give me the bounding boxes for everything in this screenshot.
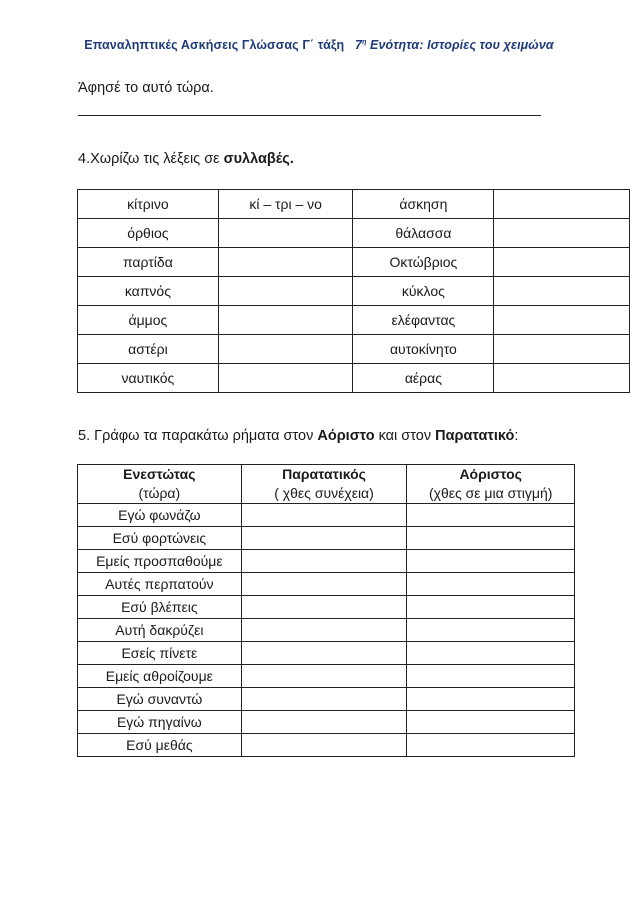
intro-sentence: Άφησέ το αυτό τώρα. (78, 80, 214, 96)
aorist-answer-cell[interactable] (407, 504, 575, 527)
table-row (78, 335, 630, 364)
syllable-answer-cell[interactable] (218, 219, 353, 248)
exercise-4-prefix: 4.Χωρίζω τις λέξεις σε (78, 151, 224, 167)
syllable-answer-cell[interactable] (494, 277, 630, 306)
word-cell: αστέρι (78, 335, 219, 364)
table-row (78, 596, 575, 619)
header-imperfect-title: Παρατατικός (282, 466, 366, 482)
word-cell: αέρας (353, 364, 494, 393)
present-verb-cell: Εμείς αθροίζουμε (78, 665, 242, 688)
syllable-answer-cell[interactable] (494, 190, 630, 219)
table-row (78, 277, 630, 306)
word-cell: παρτίδα (78, 248, 219, 277)
syllable-answer-cell[interactable] (494, 306, 630, 335)
table-row (78, 550, 575, 573)
word-cell: αυτοκίνητο (353, 335, 494, 364)
header-aorist-title: Αόριστος (459, 466, 522, 482)
table-row (78, 573, 575, 596)
syllable-answer-cell[interactable]: κί – τρι – νο (218, 190, 353, 219)
word-cell: άμμος (78, 306, 219, 335)
answer-line (78, 115, 541, 116)
word-cell: κύκλος (353, 277, 494, 306)
header-imperfect (241, 465, 407, 504)
aorist-answer-cell[interactable] (407, 665, 575, 688)
syllable-answer-cell[interactable] (494, 335, 630, 364)
present-verb-cell: Αυτές περπατούν (78, 573, 242, 596)
aorist-answer-cell[interactable] (407, 734, 575, 757)
table-row (78, 734, 575, 757)
exercise-5-instruction (78, 428, 518, 444)
header-imperfect-sub: ( χθες συνέχεια) (274, 485, 374, 501)
present-verb-cell: Εγώ συναντώ (78, 688, 242, 711)
syllable-answer-cell[interactable] (218, 277, 353, 306)
present-verb-cell: Εμείς προσπαθούμε (78, 550, 242, 573)
word-cell: άσκηση (353, 190, 494, 219)
syllable-answer-cell[interactable] (218, 306, 353, 335)
exercise-5-keyword-imperfect: Παρατατικό (435, 428, 515, 444)
syllable-answer-cell[interactable] (494, 248, 630, 277)
aorist-answer-cell[interactable] (407, 527, 575, 550)
word-cell: καπνός (78, 277, 219, 306)
word-cell: ναυτικός (78, 364, 219, 393)
table-row (78, 711, 575, 734)
present-verb-cell: Εσύ βλέπεις (78, 596, 242, 619)
table-row (78, 619, 575, 642)
word-cell: θάλασσα (353, 219, 494, 248)
imperfect-answer-cell[interactable] (241, 711, 407, 734)
table-row (78, 688, 575, 711)
aorist-answer-cell[interactable] (407, 573, 575, 596)
exercise-4-keyword: συλλαβές. (223, 151, 294, 167)
present-verb-cell: Εσείς πίνετε (78, 642, 242, 665)
imperfect-answer-cell[interactable] (241, 527, 407, 550)
aorist-answer-cell[interactable] (407, 642, 575, 665)
table-row (78, 306, 630, 335)
imperfect-answer-cell[interactable] (241, 619, 407, 642)
syllable-answer-cell[interactable] (218, 335, 353, 364)
table-row (78, 219, 630, 248)
verb-table (77, 464, 575, 757)
aorist-answer-cell[interactable] (407, 596, 575, 619)
present-verb-cell: Εγώ πηγαίνω (78, 711, 242, 734)
imperfect-answer-cell[interactable] (241, 596, 407, 619)
exercise-5-keyword-aorist: Αόριστο (317, 428, 375, 444)
table-row (78, 665, 575, 688)
table-row (78, 248, 630, 277)
header-aorist-sub: (χθες σε μια στιγμή) (428, 485, 553, 501)
word-cell: όρθιος (78, 219, 219, 248)
exercise-5-middle: και στον (374, 428, 436, 444)
header-unit-number: 7 (355, 38, 363, 52)
header-title: Επαναληπτικές Ασκήσεις Γλώσσας Γ΄ τάξη (84, 38, 345, 52)
present-verb-cell: Εσύ φορτώνεις (78, 527, 242, 550)
word-cell: κίτρινο (78, 190, 219, 219)
header-aorist (407, 465, 575, 504)
syllable-answer-cell[interactable] (218, 364, 353, 393)
syllable-table (77, 189, 630, 393)
present-verb-cell: Εσύ μεθάς (78, 734, 242, 757)
table-row (78, 642, 575, 665)
header-present-sub: (τώρα) (138, 485, 181, 501)
syllable-answer-cell[interactable] (494, 364, 630, 393)
page-header (0, 38, 638, 52)
exercise-4-instruction (78, 151, 294, 167)
aorist-answer-cell[interactable] (407, 711, 575, 734)
header-unit-sup: η (362, 38, 367, 46)
aorist-answer-cell[interactable] (407, 550, 575, 573)
table-row (78, 504, 575, 527)
aorist-answer-cell[interactable] (407, 619, 575, 642)
syllable-answer-cell[interactable] (494, 219, 630, 248)
word-cell: ελέφαντας (353, 306, 494, 335)
verb-table-header (78, 465, 575, 504)
word-cell: Οκτώβριος (353, 248, 494, 277)
imperfect-answer-cell[interactable] (241, 504, 407, 527)
header-present (78, 465, 242, 504)
table-row (78, 190, 630, 219)
present-verb-cell: Εγώ φωνάζω (78, 504, 242, 527)
imperfect-answer-cell[interactable] (241, 642, 407, 665)
syllable-answer-cell[interactable] (218, 248, 353, 277)
imperfect-answer-cell[interactable] (241, 573, 407, 596)
exercise-5-prefix: 5. Γράφω τα παρακάτω ρήματα στον (78, 428, 318, 444)
header-unit-title: Ενότητα: Ιστορίες του χειμώνα (366, 38, 554, 52)
table-row (78, 364, 630, 393)
header-present-title: Ενεστώτας (123, 466, 196, 482)
imperfect-answer-cell[interactable] (241, 665, 407, 688)
imperfect-answer-cell[interactable] (241, 734, 407, 757)
imperfect-answer-cell[interactable] (241, 688, 407, 711)
table-row (78, 527, 575, 550)
present-verb-cell: Αυτή δακρύζει (78, 619, 242, 642)
imperfect-answer-cell[interactable] (241, 550, 407, 573)
aorist-answer-cell[interactable] (407, 688, 575, 711)
exercise-5-suffix: : (514, 428, 519, 444)
